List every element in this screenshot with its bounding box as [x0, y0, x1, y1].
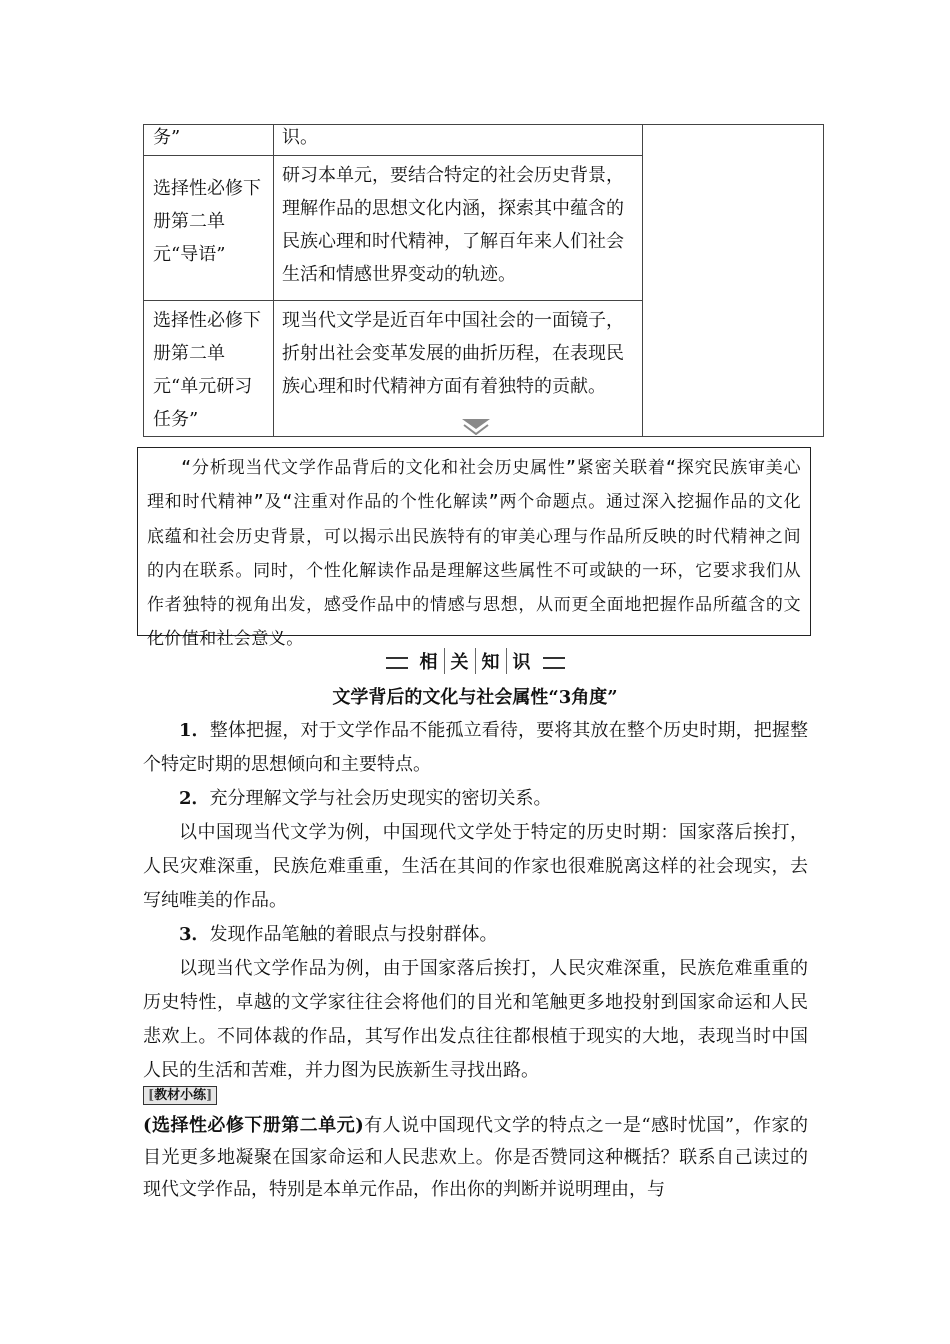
knowledge-subtitle: 文学背后的文化与社会属性“3角度”	[332, 687, 618, 708]
point-text: 整体把握，对于文学作品不能孤立看待，要将其放在整个历史时期，把握整个特定时期的思想倾向和主要特点。	[143, 720, 808, 775]
knowledge-heading	[0, 648, 950, 674]
source-cell: 选择性必修下册第二单元“导语”	[144, 156, 274, 301]
paragraph	[143, 816, 808, 918]
chevron-down-icon	[462, 419, 490, 435]
point-3	[143, 918, 808, 952]
reference-table	[143, 124, 824, 437]
exercise-tag: [教材小练]	[143, 1086, 217, 1105]
point-number: 2．	[179, 788, 210, 809]
point-number: 1．	[179, 720, 210, 741]
content-cell: 研习本单元，要结合特定的社会历史背景，理解作品的思想文化内涵，探索其中蕴含的民族心理和时代精神，了解百年来人们社会生活和情感世界变动的轨迹。	[274, 156, 643, 301]
paragraph-text: 以现当代文学作品为例，由于国家落后挨打，人民灾难深重，民族危难重重的历史特性，卓越的文学家往往会将他们的目光和笔触更多地投射到国家命运和人民悲欢上。不同体裁的作品，其写作出发点往往都根植于现实的大地，表现当时中国人民的生活和苦难，并力图为民族新生寻找出路。	[143, 958, 808, 1081]
heading-decoration	[543, 657, 565, 669]
content-cell: 现当代文学是近百年中国社会的一面镜子，折射出社会变革发展的曲折历程，在表现民族心理和时代精神方面有着独特的贡献。	[274, 301, 643, 437]
heading-char: 关	[444, 648, 475, 674]
table-row	[144, 125, 824, 156]
source-cell: 选择性必修下册第二单元“单元研习任务”	[144, 301, 274, 437]
point-1	[143, 714, 808, 782]
summary-box	[137, 447, 811, 650]
source-cell: 务”	[144, 125, 274, 156]
exercise-tag-label: 教材小练	[154, 1088, 207, 1103]
paragraph-text: 以中国现当代文学为例，中国现代文学处于特定的历史时期：国家落后挨打，人民灾难深重，民族危难重重，生活在其间的作家也很难脱离这样的社会现实，去写纯唯美的作品。	[143, 822, 808, 911]
paragraph	[143, 952, 808, 1088]
point-2	[143, 782, 808, 816]
heading-char: 知	[475, 648, 506, 674]
exercise-question	[143, 1110, 808, 1206]
blank-cell	[643, 125, 824, 437]
heading-char: 相	[419, 652, 438, 673]
point-text: 充分理解文学与社会历史现实的密切关系。	[209, 788, 552, 809]
content-cell: 识。	[274, 125, 643, 156]
heading-decoration	[386, 657, 408, 669]
heading-char: 识	[506, 648, 537, 674]
point-number: 3．	[179, 924, 210, 945]
summary-text: “分析现当代文学作品背后的文化和社会历史属性”紧密关联着“探究民族审美心理和时代精神”及“注重对作品的个性化解读”两个命题点。通过深入挖掘作品的文化底蕴和社会历史背景，可以揭示出民族特有的审美心理与作品所反映的时代精神之间的内在联系。同时，个性化解读作品是理解这些属性不可或缺的一环，它要求我们从作者独特的视角出发，感受作品中的情感与思想，从而更全面地把握作品所蕴含的文化价值和社会意义。	[147, 458, 801, 650]
exercise-source: (选择性必修下册第二单元)	[143, 1115, 364, 1136]
point-text: 发现作品笔触的着眼点与投射群体。	[209, 924, 498, 945]
exercise-text: 有人说中国现代文学的特点之一是“感时忧国”，作家的目光更多地凝聚在国家命运和人民悲欢上。你是否赞同这种概括？联系自己读过的现代文学作品，特别是本单元作品，作出你的判断并说明理由，与	[143, 1115, 808, 1200]
